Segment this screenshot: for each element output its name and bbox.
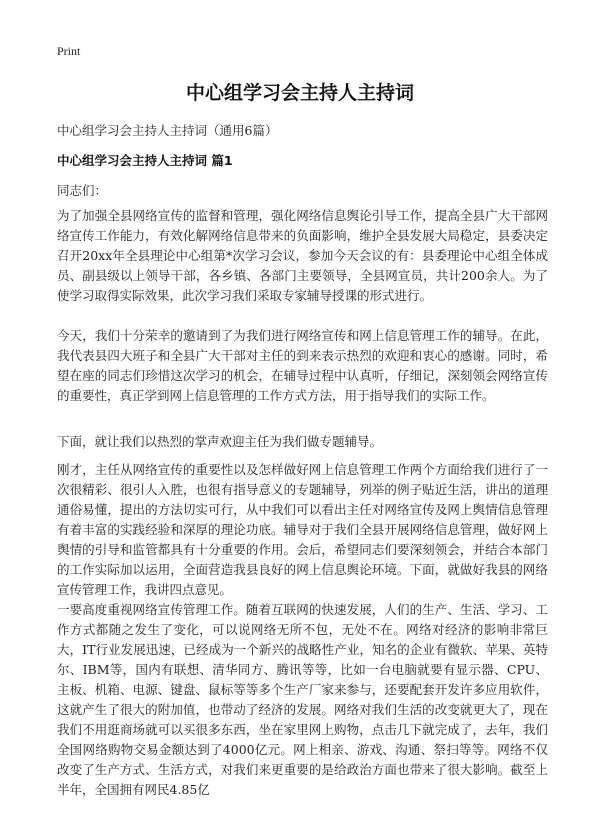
body-paragraph: 下面，就让我们以热烈的掌声欢迎主任为我们做专题辅导。 bbox=[57, 434, 383, 449]
body-paragraph: 一要高度重视网络宣传管理工作。随着互联网的快速发展，人们的生产、生活、学习、工作方式都随之发生了变化，可以说网络无所不包，无处不在。网络对经济的影响非常巨大，IT行业发展迅速，已经成为一个新兴的战略性产业，知名的企业有微软、苹果、英特尔、IBM等，国内有联想、清华同方、腾讯等等，比如一台电脑就要有显示器、CPU、主板、机箱、电源、键盘、鼠标等等多个生产厂家来参与，还要配套开发许多应用软件，这就产生了很大的附加值，也带动了经济的发展。网络对我们生活的改变就更大了，现在我们不用逛商场就可以买很多东西，坐在家里网上购物，点击几下就完成了，去年，我们全国网络购物交易金额达到了4000亿元。网上相亲、游戏、沟通、祭扫等等。网络不仅改变了生产方式、生活方式，对我们来更重要的是给政治方面也带来了很大影响。截至上半年，全国拥有网民4.85亿 bbox=[57, 602, 548, 797]
body-paragraph: 刚才，主任从网络宣传的重要性以及怎样做好网上信息管理工作两个方面给我们进行了一次很精彩、很引人入胜，也很有指导意义的专题辅导，列举的例子贴近生活，讲出的道理通俗易懂，提出的方法切实可行，从中我们可以看出主任对网络宣传及网上舆情信息管理有着丰富的实践经验和深厚的理论功底。辅导对于我们全县开展网络信息管理，做好网上舆情的引导和监管都具有十分重要的作用。会后，希望同志们要深刻领会，并结合本部门的工作实际加以运用，全面营造我县良好的网上信息舆论环境。下面，就做好我县的网络宣传管理工作，我讲四点意见。 bbox=[57, 462, 548, 597]
print-link[interactable]: Print bbox=[57, 44, 81, 58]
body-paragraph: 今天，我们十分荣幸的邀请到了为我们进行网络宣传和网上信息管理工作的辅导。在此，我代表县四大班子和全县广大干部对主任的到来表示热烈的欢迎和衷心的感谢。同时，希望在座的同志们珍惜这次学习的机会，在辅导过程中认真听，仔细记，深刻领会网络宣传的重要性，真正学到网上信息管理的工作方式方法，用于指导我们的实际工作。 bbox=[57, 328, 548, 403]
document-subtitle: 中心组学习会主持人主持词（通用6篇） bbox=[57, 123, 278, 138]
greeting: 同志们： bbox=[57, 183, 108, 198]
body-paragraph: 为了加强全县网络宣传的监督和管理，强化网络信息舆论引导工作，提高全县广大干部网络宣传工作能力，有效化解网络信息带来的负面影响，维护全县发展大局稳定，县委决定召开20xx年全县理论中心组第*次学习会议，参加今天会议的有：县委理论中心组全体成员、副县级以上领导干部，各乡镇、各部门主要领导，全县网宣员，共计200余人。为了使学习取得实际效果，此次学习我们采取专家辅导授课的形式进行。 bbox=[57, 208, 548, 303]
document-title: 中心组学习会主持人主持词 bbox=[185, 82, 414, 104]
section-heading: 中心组学习会主持人主持词 篇1 bbox=[57, 153, 233, 168]
